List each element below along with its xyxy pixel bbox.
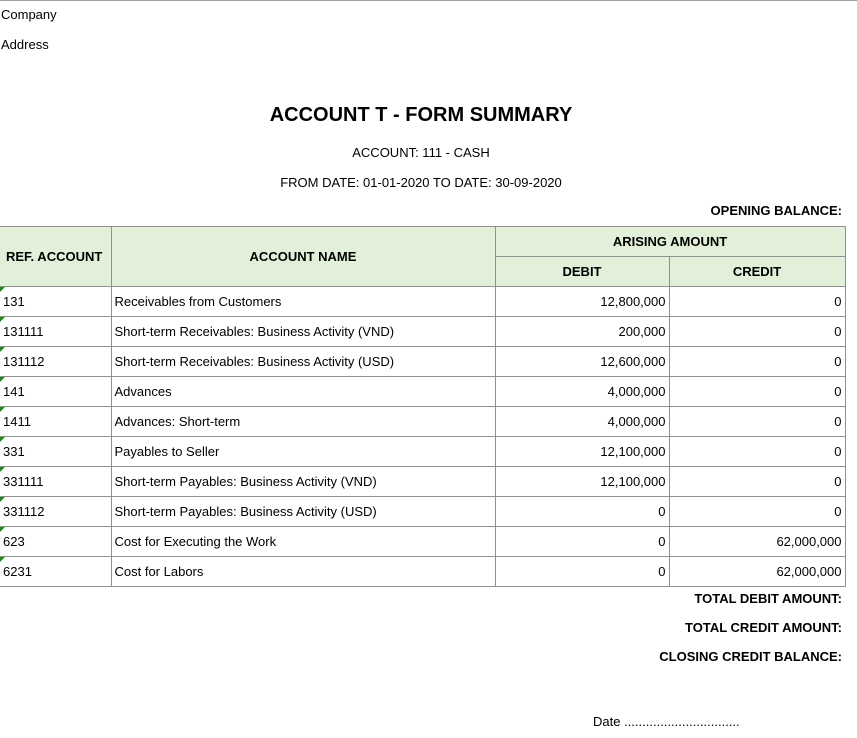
table-row[interactable]	[0, 347, 845, 377]
credit-cell[interactable]: 0	[669, 317, 845, 347]
company-label: Company	[1, 7, 57, 22]
credit-cell[interactable]: 62,000,000	[669, 527, 845, 557]
date-range: FROM DATE: 01-01-2020 TO DATE: 30-09-2020	[280, 175, 562, 190]
table-row[interactable]	[0, 557, 845, 587]
account-name-cell[interactable]: Cost for Labors	[111, 557, 495, 587]
ref-account-cell[interactable]: 131	[0, 287, 111, 317]
credit-cell[interactable]: 62,000,000	[669, 557, 845, 587]
ledger-table	[0, 226, 846, 587]
credit-cell[interactable]: 0	[669, 287, 845, 317]
report-title: ACCOUNT T - FORM SUMMARY	[269, 104, 573, 126]
total-credit-label: TOTAL CREDIT AMOUNT:	[685, 620, 842, 635]
debit-cell[interactable]: 0	[495, 497, 669, 527]
account-name-cell[interactable]: Receivables from Customers	[111, 287, 495, 317]
ref-account-cell[interactable]: 1411	[0, 407, 111, 437]
account-name-cell[interactable]: Advances: Short-term	[111, 407, 495, 437]
credit-header: CREDIT	[669, 257, 845, 287]
debit-cell[interactable]: 4,000,000	[495, 407, 669, 437]
debit-cell[interactable]: 0	[495, 557, 669, 587]
ref-account-cell[interactable]: 331111	[0, 467, 111, 497]
account-name-cell[interactable]: Short-term Receivables: Business Activity (VND)	[111, 317, 495, 347]
table-row[interactable]	[0, 407, 845, 437]
ref-account-cell[interactable]: 331112	[0, 497, 111, 527]
ref-account-cell[interactable]: 331	[0, 437, 111, 467]
credit-cell[interactable]: 0	[669, 497, 845, 527]
account-name-cell[interactable]: Payables to Seller	[111, 437, 495, 467]
debit-cell[interactable]: 12,800,000	[495, 287, 669, 317]
ref-account-cell[interactable]: 131111	[0, 317, 111, 347]
address-label: Address	[1, 37, 49, 52]
date-signature-line: Date ................................	[593, 714, 740, 729]
debit-cell[interactable]: 12,100,000	[495, 437, 669, 467]
account-name-cell[interactable]: Cost for Executing the Work	[111, 527, 495, 557]
table-row[interactable]	[0, 467, 845, 497]
opening-balance-label: OPENING BALANCE:	[710, 203, 842, 218]
credit-cell[interactable]: 0	[669, 377, 845, 407]
table-row[interactable]	[0, 437, 845, 467]
credit-cell[interactable]: 0	[669, 437, 845, 467]
table-row[interactable]	[0, 317, 845, 347]
account-name-cell[interactable]: Advances	[111, 377, 495, 407]
credit-cell[interactable]: 0	[669, 407, 845, 437]
debit-cell[interactable]: 12,100,000	[495, 467, 669, 497]
account-line: ACCOUNT: 111 - CASH	[352, 145, 490, 160]
ref-account-header: REF. ACCOUNT	[0, 227, 111, 287]
credit-cell[interactable]: 0	[669, 467, 845, 497]
debit-cell[interactable]: 0	[495, 527, 669, 557]
account-name-cell[interactable]: Short-term Receivables: Business Activity (USD)	[111, 347, 495, 377]
debit-cell[interactable]: 4,000,000	[495, 377, 669, 407]
debit-cell[interactable]: 200,000	[495, 317, 669, 347]
ref-account-cell[interactable]: 6231	[0, 557, 111, 587]
top-divider	[0, 0, 857, 1]
total-debit-label: TOTAL DEBIT AMOUNT:	[694, 591, 842, 606]
closing-balance-label: CLOSING CREDIT BALANCE:	[659, 649, 842, 664]
ref-account-cell[interactable]: 131112	[0, 347, 111, 377]
debit-cell[interactable]: 12,600,000	[495, 347, 669, 377]
table-row[interactable]	[0, 497, 845, 527]
table-row[interactable]	[0, 377, 845, 407]
credit-cell[interactable]: 0	[669, 347, 845, 377]
account-name-cell[interactable]: Short-term Payables: Business Activity (VND)	[111, 467, 495, 497]
debit-header: DEBIT	[495, 257, 669, 287]
account-name-cell[interactable]: Short-term Payables: Business Activity (USD)	[111, 497, 495, 527]
table-row[interactable]	[0, 287, 845, 317]
table-row[interactable]	[0, 527, 845, 557]
ref-account-cell[interactable]: 141	[0, 377, 111, 407]
account-name-header: ACCOUNT NAME	[111, 227, 495, 287]
header-row	[0, 227, 845, 257]
arising-amount-header: ARISING AMOUNT	[495, 227, 845, 257]
ref-account-cell[interactable]: 623	[0, 527, 111, 557]
